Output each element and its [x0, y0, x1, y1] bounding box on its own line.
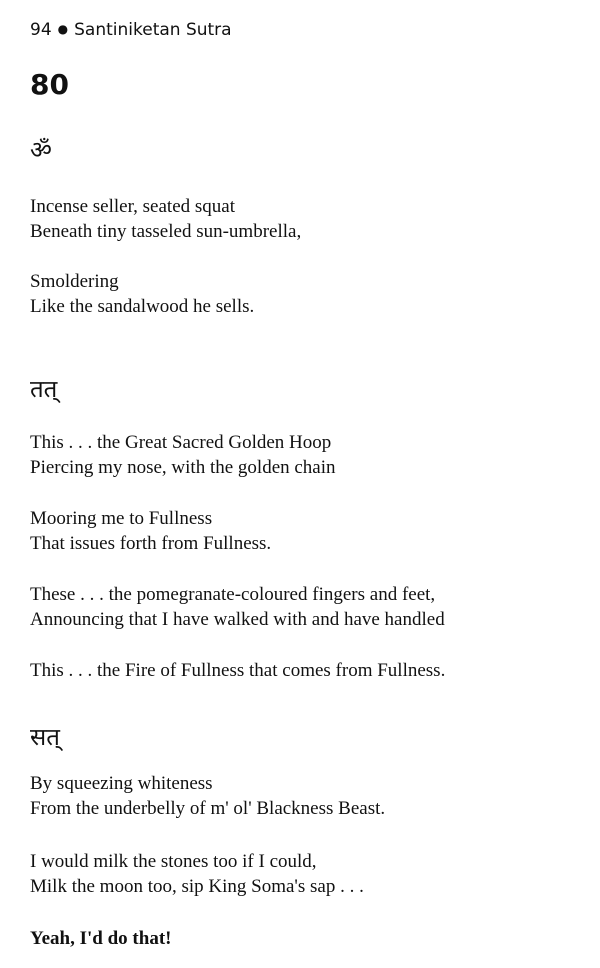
stanza-1 [30, 194, 301, 244]
page-number: 94 [30, 20, 52, 40]
book-title: Santiniketan Sutra [74, 20, 232, 40]
poem-line: By squeezing whiteness [30, 773, 213, 794]
stanza-3 [30, 430, 336, 480]
running-header [30, 20, 232, 40]
stanza-2 [30, 269, 254, 319]
om-symbol: ॐ [30, 136, 52, 164]
poem-line: Beneath tiny tasseled sun-umbrella, [30, 221, 302, 242]
poem-line: Smoldering [30, 271, 119, 292]
poem-line: Like the sandalwood he sells. [30, 296, 255, 317]
poem-line: These . . . the pomegranate-coloured fingers and feet, [30, 584, 436, 605]
poem-line: Announcing that I have walked with and have handled [30, 609, 445, 630]
poem-line: Incense seller, seated squat [30, 196, 235, 217]
poem-line: Yeah, I'd do that! [30, 928, 172, 949]
poem-line: That issues forth from Fullness. [30, 533, 272, 554]
stanza-9 [30, 926, 171, 951]
poem-line: This . . . the Great Sacred Golden Hoop [30, 432, 332, 453]
stanza-5 [30, 582, 445, 632]
poem-line: Piercing my nose, with the golden chain [30, 457, 336, 478]
poem-line: I would milk the stones too if I could, [30, 851, 317, 872]
stanza-7 [30, 771, 385, 821]
poem-line: Milk the moon too, sip King Soma's sap . . . [30, 876, 364, 897]
stanza-6 [30, 658, 445, 683]
bullet-separator: ● [57, 22, 69, 36]
poem-line: From the underbelly of m' ol' Blackness Beast. [30, 798, 386, 819]
poem-line: Mooring me to Fullness [30, 508, 213, 529]
section-number: 80 [30, 68, 69, 101]
stanza-4 [30, 506, 271, 556]
tat-symbol: तत् [30, 375, 58, 403]
stanza-8 [30, 849, 364, 899]
sat-symbol: सत् [30, 723, 60, 751]
poem-line: This . . . the Fire of Fullness that comes from Fullness. [30, 660, 446, 681]
